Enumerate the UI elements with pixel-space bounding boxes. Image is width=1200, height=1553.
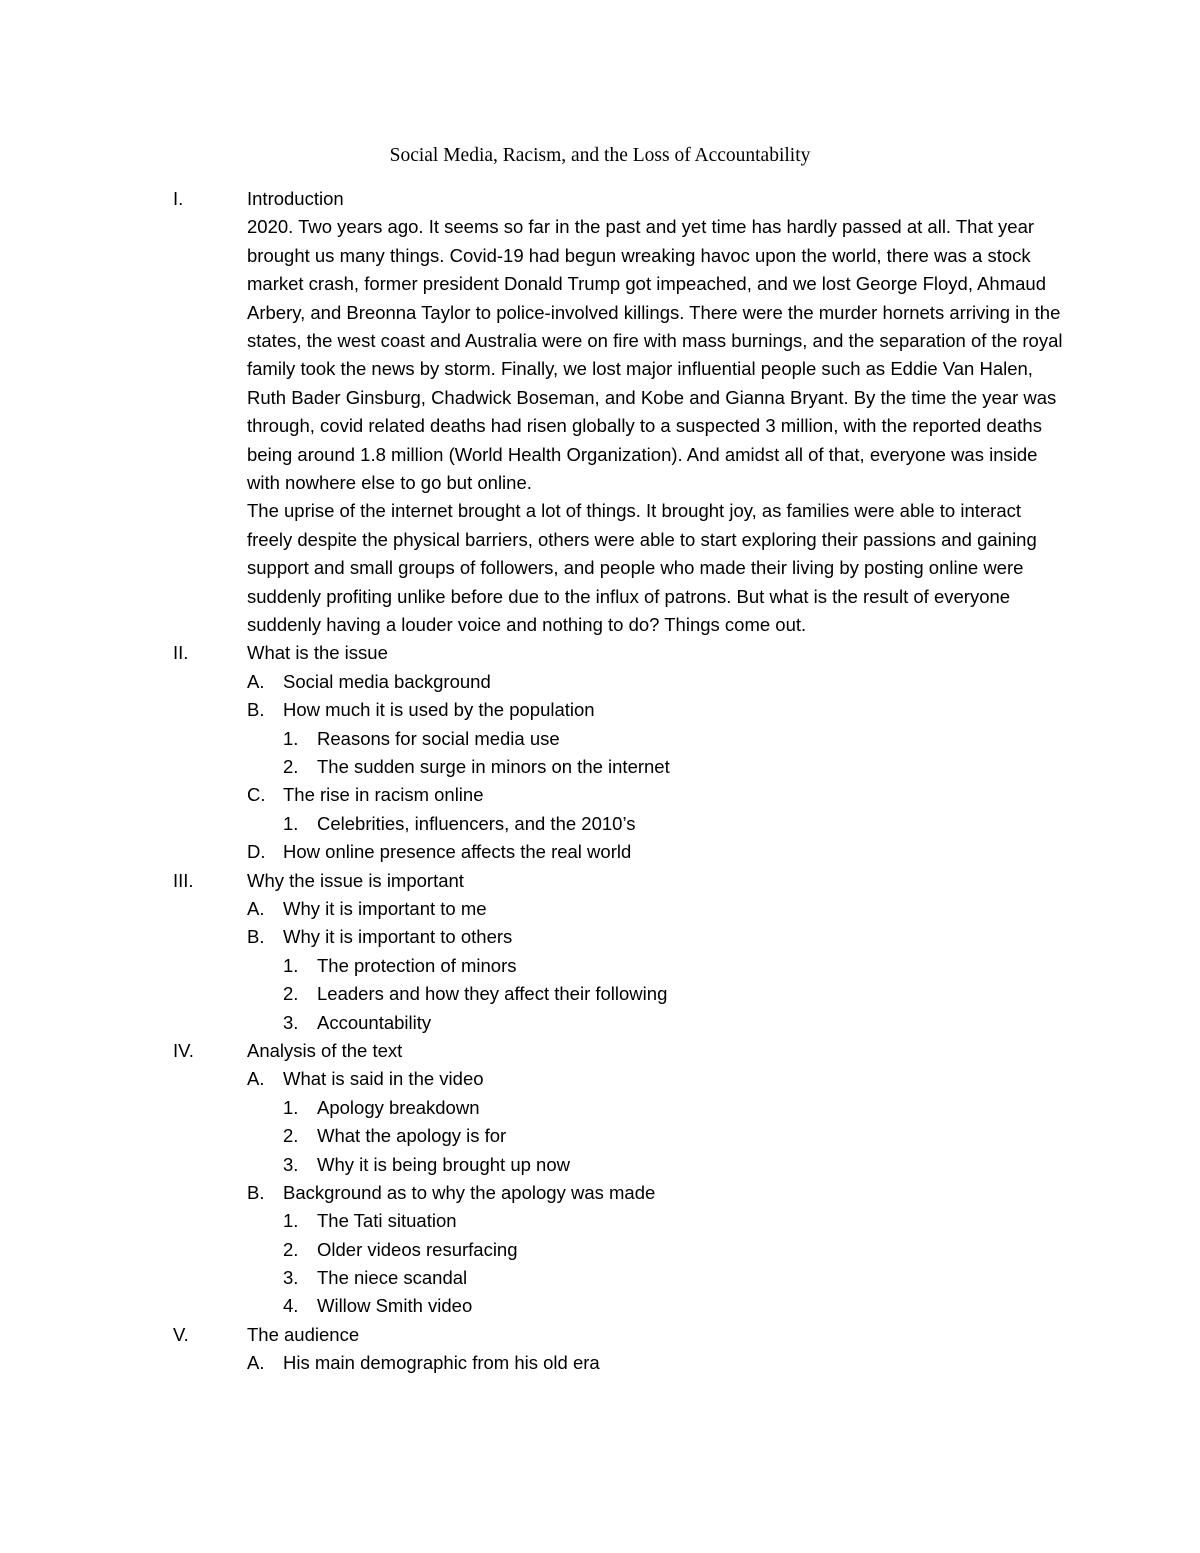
outline-item — [0, 668, 1200, 696]
item-text: His main demographic from his old era — [283, 1352, 600, 1374]
outline-subitem — [0, 810, 1200, 838]
section-heading-row — [0, 639, 1200, 667]
subitem-number: 1. — [283, 727, 299, 749]
subitem-number: 1. — [283, 812, 299, 834]
outline-item — [0, 838, 1200, 866]
item-text: The rise in racism online — [283, 784, 484, 806]
section-heading-row — [0, 1037, 1200, 1065]
subitem-text: The protection of minors — [317, 954, 517, 976]
subitem-text: Celebrities, influencers, and the 2010’s — [317, 812, 636, 834]
subitem-text: The niece scandal — [317, 1267, 468, 1289]
section-heading: The audience — [247, 1323, 360, 1345]
item-letter: D. — [247, 841, 266, 863]
subitem-text: Willow Smith video — [317, 1295, 473, 1317]
section-heading-row — [0, 1321, 1200, 1349]
outline-subitem — [0, 1264, 1200, 1292]
subitem-number: 2. — [283, 1125, 299, 1147]
item-letter: B. — [247, 699, 265, 721]
section-heading: What is the issue — [247, 642, 388, 664]
outline-item — [0, 1349, 1200, 1377]
item-text: What is said in the video — [283, 1068, 484, 1090]
subitem-number: 3. — [283, 1267, 299, 1289]
outline — [0, 185, 1200, 1378]
outline-subitem — [0, 1292, 1200, 1320]
subitem-number: 1. — [283, 1096, 299, 1118]
section-numeral: IV. — [173, 1039, 194, 1061]
subitem-number: 3. — [283, 1153, 299, 1175]
subitem-text: The Tati situation — [317, 1210, 457, 1232]
section-body — [247, 213, 1067, 639]
outline-subitem — [0, 980, 1200, 1008]
outline-subitem — [0, 1122, 1200, 1150]
item-letter: A. — [247, 1352, 265, 1374]
item-text: Social media background — [283, 670, 491, 692]
item-text: Background as to why the apology was made — [283, 1181, 656, 1203]
section-heading: Analysis of the text — [247, 1039, 403, 1061]
outline-item — [0, 923, 1200, 951]
document-title: Social Media, Racism, and the Loss of Accountability — [389, 145, 811, 166]
section-numeral: II. — [173, 642, 189, 664]
item-letter: A. — [247, 670, 265, 692]
section-numeral: III. — [173, 869, 194, 891]
outline-item — [0, 895, 1200, 923]
outline-subitem — [0, 1207, 1200, 1235]
subitem-number: 2. — [283, 1238, 299, 1260]
outline-subitem — [0, 1151, 1200, 1179]
outline-subitem — [0, 952, 1200, 980]
outline-subitem — [0, 1094, 1200, 1122]
section-heading: Why the issue is important — [247, 869, 464, 891]
subitem-text: Reasons for social media use — [317, 727, 560, 749]
subitem-text: What the apology is for — [317, 1125, 507, 1147]
subitem-number: 2. — [283, 983, 299, 1005]
item-text: How much it is used by the population — [283, 699, 595, 721]
item-letter: A. — [247, 898, 265, 919]
item-letter: B. — [247, 926, 265, 948]
outline-item — [0, 1179, 1200, 1207]
subitem-text: Apology breakdown — [317, 1096, 480, 1118]
item-letter: A. — [247, 1068, 265, 1090]
body-paragraph: 2020. Two years ago. It seems so far in the past and yet time has hardly passed at all. That year brought us many things. Covid-19 had begun wreaking havoc upon the world, there was a stock market crash, former president Donald Trump got impeached, and we lost George Floyd, Ahmaud Arbery, and Breonna Taylor to police-involved killings. There were the murder hornets arriving in the states, the west coast and Australia were on fire with mass burnings, and the separation of the royal family took the news by storm. Finally, we lost major influential people such as Eddie Van Halen, Ruth Bader Ginsburg, Chadwick Boseman, and Kobe and Gianna Bryant. By the time the year was through, covid related deaths had risen globally to a suspected 3 million, with the reported deaths being around 1.8 million (World Health Organization). And amidst all of that, everyone was inside with nowhere else to go but online. — [247, 216, 1063, 494]
subitem-number: 1. — [283, 1210, 299, 1232]
outline-subitem — [0, 1009, 1200, 1037]
subitem-text: Older videos resurfacing — [317, 1238, 518, 1260]
section-heading-row — [0, 185, 1200, 213]
item-letter: C. — [247, 784, 266, 806]
section-heading-row — [0, 867, 1200, 895]
body-paragraph: The uprise of the internet brought a lot of things. It brought joy, as families were able to interact freely despite the physical barriers, others were able to start exploring their passions and gaining support and small groups of followers, and people who made their living by posting online were suddenly profiting unlike before due to the influx of patrons. But what is the result of everyone suddenly having a louder voice and nothing to do? Things come out. — [247, 500, 1037, 636]
section-numeral: I. — [173, 188, 184, 209]
outline-item — [0, 1065, 1200, 1093]
outline-item — [0, 781, 1200, 809]
subitem-text: Why it is being brought up now — [317, 1153, 570, 1175]
subitem-number: 4. — [283, 1295, 299, 1317]
item-text: How online presence affects the real world — [283, 841, 632, 863]
item-text: Why it is important to me — [283, 898, 487, 919]
outline-subitem — [0, 725, 1200, 753]
item-letter: B. — [247, 1181, 265, 1203]
subitem-text: Accountability — [317, 1011, 432, 1033]
outline-subitem — [0, 753, 1200, 781]
item-text: Why it is important to others — [283, 926, 513, 948]
subitem-number: 1. — [283, 954, 299, 976]
subitem-text: The sudden surge in minors on the internet — [317, 756, 670, 778]
subitem-number: 3. — [283, 1011, 299, 1033]
outline-subitem — [0, 1236, 1200, 1264]
subitem-number: 2. — [283, 756, 299, 778]
section-heading: Introduction — [247, 188, 344, 209]
outline-item — [0, 696, 1200, 724]
section-numeral: V. — [173, 1323, 189, 1345]
subitem-text: Leaders and how they affect their following — [317, 983, 668, 1005]
